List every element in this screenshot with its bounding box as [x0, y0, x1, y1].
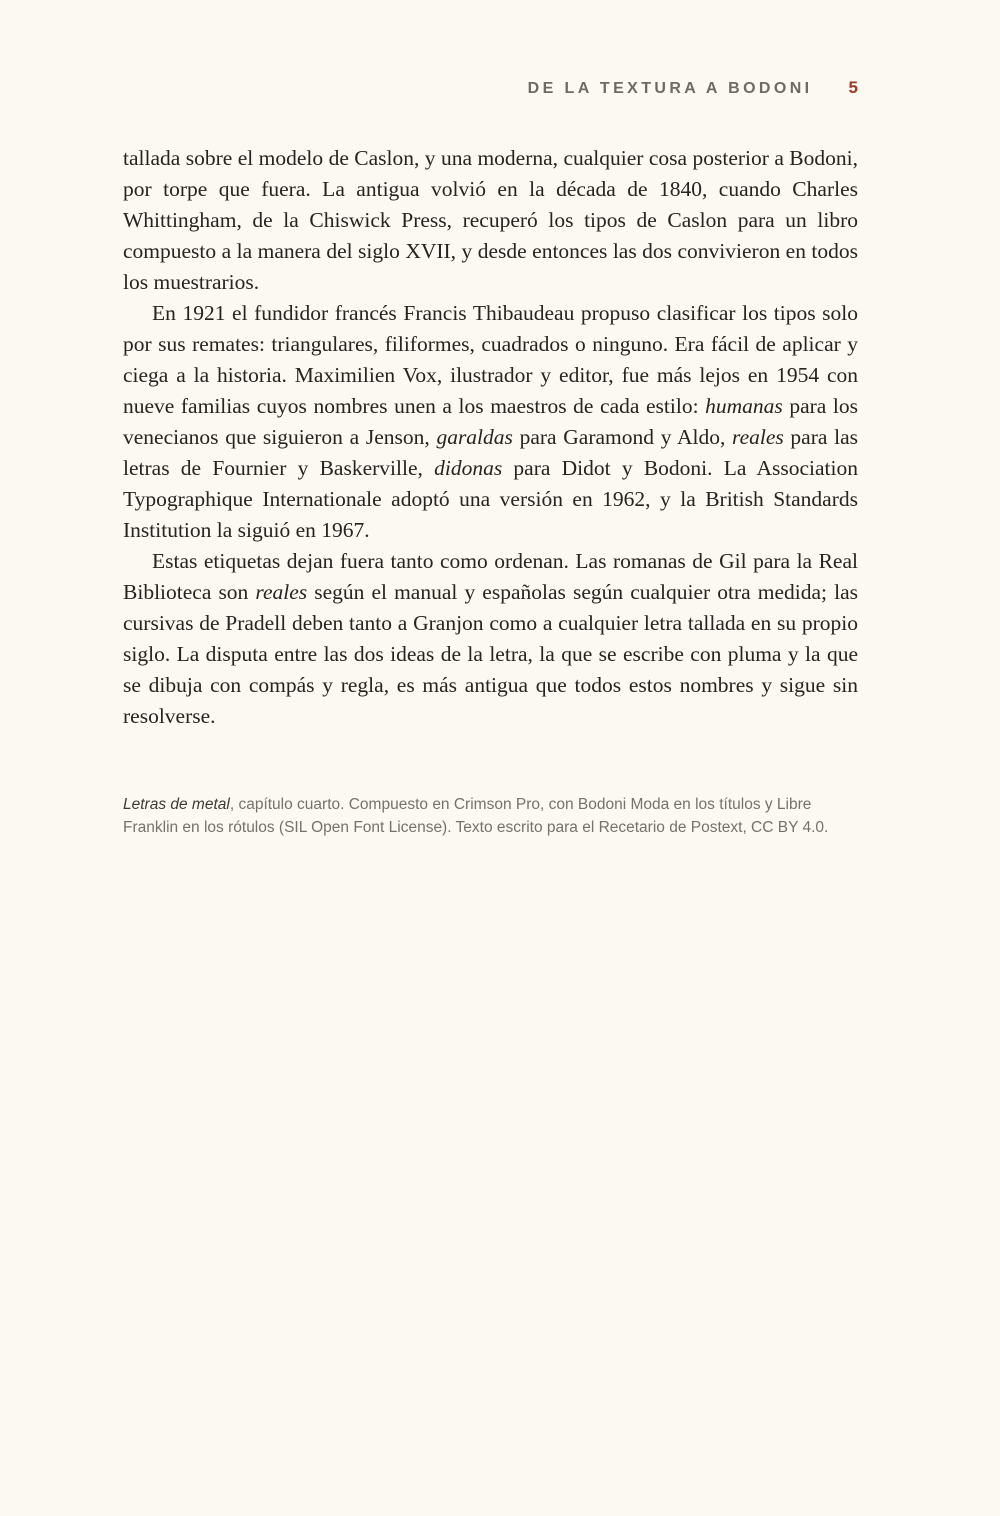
paragraph-text: tallada sobre el modelo de Caslon, y una moderna, cualquier cosa posterior a Bodoni, por torpe que fuera. La antigua volvió en la década de 1840, cuando Charles Whittingham, de la Chiswick Press, recuperó los tipos de Caslon para un libro compuesto a la manera del siglo XVII, y desde entonces las dos convivieron en todos los muestrarios. — [123, 146, 858, 294]
paragraph-text: Estas etiquetas dejan fuera tanto como ordenan. Las romanas de Gil para la Real Biblioteca son — [123, 549, 858, 604]
paragraph-text: para Garamond y Aldo, — [512, 425, 732, 449]
colophon — [123, 793, 858, 839]
paragraph-3 — [123, 546, 858, 732]
page-number: 5 — [848, 78, 858, 97]
italic-term: didonas — [434, 456, 503, 480]
paragraph-text: para los venecianos que siguieron a Jenson, — [123, 394, 859, 449]
italic-term: reales — [732, 425, 784, 449]
paragraph-1 — [123, 143, 858, 298]
italic-term: humanas — [705, 394, 783, 418]
running-head — [123, 78, 858, 98]
colophon-text: , capítulo cuarto. Compuesto en Crimson Pro, con Bodoni Moda en los títulos y Libre Franklin en los rótulos (SIL Open Font License). Texto escrito para el Recetario de Postext, CC BY 4.0. — [123, 796, 829, 836]
paragraph-text: para Didot y Bodoni. La Association Typographique Internationale adoptó una versión en 1962, y la British Standards Institution la siguió en 1967. — [123, 456, 858, 542]
paragraph-2 — [123, 298, 858, 546]
paragraph-text: para las letras de Fournier y Baskerville, — [123, 425, 858, 480]
italic-term: garaldas — [436, 425, 513, 449]
running-title: DE LA TEXTURA A BODONI — [527, 80, 813, 97]
body-text — [123, 143, 858, 732]
italic-term: reales — [255, 580, 308, 604]
paragraph-text: según el manual y españolas según cualquier otra medida; las cursivas de Pradell deben tanto a Granjon como a cualquier letra tallada en su propio siglo. La disputa entre las dos ideas de la letra, la que se escribe con pluma y la que se dibuja con compás y regla, es más antigua que todos estos nombres y sigue sin resolverse. — [123, 580, 858, 728]
paragraph-text: En 1921 el fundidor francés Francis Thibaudeau propuso clasificar los tipos solo por sus remates: triangulares, filiformes, cuadrados o ninguno. Era fácil de aplicar y ciega a la historia. Maximilien Vox, ilustrador y editor, fue más lejos en 1954 con nueve familias cuyos nombres unen a los maestros de cada estilo: — [123, 301, 858, 418]
book-title: Letras de metal — [123, 796, 230, 813]
